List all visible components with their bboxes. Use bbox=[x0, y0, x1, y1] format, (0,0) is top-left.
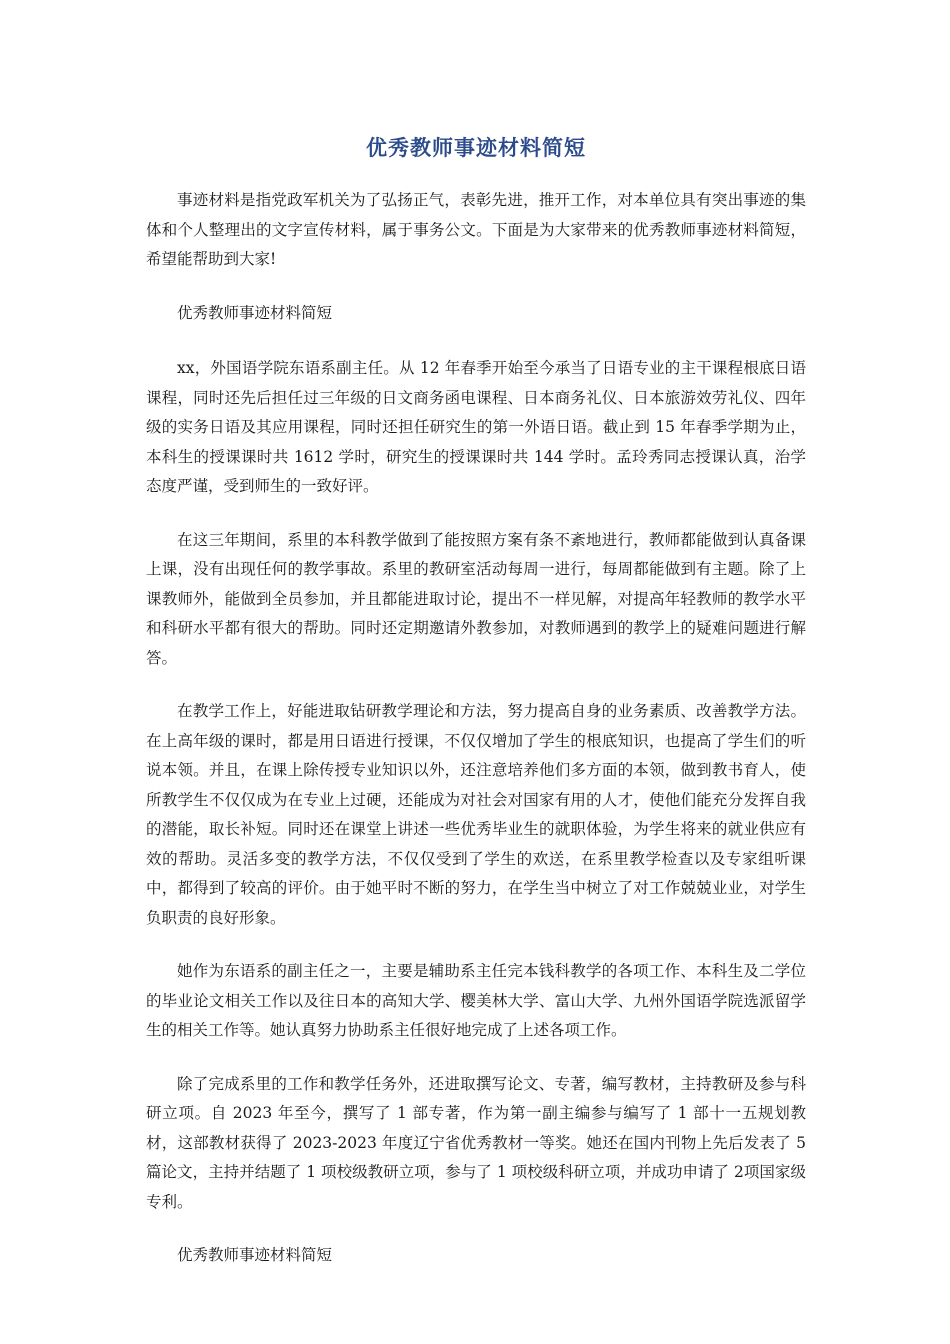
paragraph-research: 除了完成系里的工作和教学任务外，还进取撰写论文、专著，编写教材，主持教研及参与科研立项。自 2023 年至今，撰写了 1 部专著，作为第一副主编参与编写了 1 部十一五规划教材，这部教材获得了 2023-2023 年度辽宁省优秀教材一等奖。她还在国内刊物上先后发表了 5 篇论文，主持并结题了 1 项校级教研立项，参与了 1 项校级科研立项，并成功申请了 2项国家级专利。 bbox=[146, 1074, 806, 1211]
section-heading-repeat: 优秀教师事迹材料简短 bbox=[177, 1246, 333, 1264]
paragraph-teaching-record: xx，外国语学院东语系副主任。从 12 年春季开始至今承当了日语专业的主干课程根底日语课程，同时还先后担任过三年级的日文商务函电课程、日本商务礼仪、日本旅游效劳礼仪、四年级的实务日语及其应用课程，同时还担任研究生的第一外语日语。截止到 15 年春季学期为止，本科生的授课课时共 1612 学时，研究生的授课课时共 144 学时。孟玲秀同志授课认真，治学态度严谨，受到师生的一致好评。 bbox=[146, 359, 806, 495]
document-page bbox=[146, 128, 806, 1297]
document-title: 优秀教师事迹材料简短 bbox=[366, 136, 586, 160]
paragraph-vice-director: 她作为东语系的副主任之一，主要是辅助系主任完本钱科教学的各项工作、本科生及二学位的毕业论文相关工作以及往日本的高知大学、樱美林大学、富山大学、九州外国语学院选派留学生的相关工作等。她认真努力协助系主任很好地完成了上述各项工作。 bbox=[146, 962, 806, 1039]
section-heading: 优秀教师事迹材料简短 bbox=[177, 303, 333, 322]
paragraph-teaching-work: 在教学工作上，好能进取钻研教学理论和方法，努力提高自身的业务素质、改善教学方法。在上高年级的课时，都是用日语进行授课，不仅仅增加了学生的根底知识，也提高了学生们的听说本领。并且，在课上除传授专业知识以外，还注意培养他们多方面的本领，做到教书育人，使所教学生不仅仅成为在专业上过硬，还能成为对社会对国家有用的人才，使他们能充分发挥自我的潜能，取长补短。同时还在课堂上讲述一些优秀毕业生的就职体验，为学生将来的就业供应有效的帮助。灵活多变的教学方法，不仅仅受到了学生的欢送，在系里教学检查以及专家组听课中，都得到了较高的评价。由于她平时不断的努力，在学生当中树立了对工作兢兢业业，对学生负职责的良好形象。 bbox=[146, 702, 806, 927]
paragraph-department-teaching: 在这三年期间，系里的本科教学做到了能按照方案有条不紊地进行，教师都能做到认真备课上课，没有出现任何的教学事故。系里的教研室活动每周一进行，每周都能做到有主题。除了上课教师外，能做到全员参加，并且都能进取讨论，提出不一样见解，对提高年轻教师的教学水平和科研水平都有很大的帮助。同时还定期邀请外教参加，对教师遇到的教学上的疑难问题进行解答。 bbox=[146, 530, 806, 667]
paragraph-intro: 事迹材料是指党政军机关为了弘扬正气，表彰先进，推开工作，对本单位具有突出事迹的集体和个人整理出的文字宣传材料，属于事务公文。下面是为大家带来的优秀教师事迹材料简短，希望能帮助到大家! bbox=[146, 191, 806, 268]
